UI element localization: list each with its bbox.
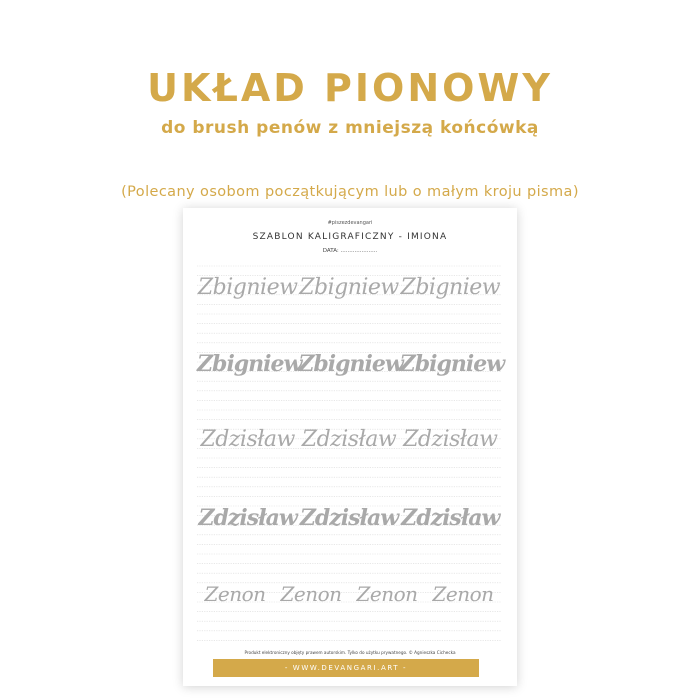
practice-word: Zdzisław [198,505,297,531]
practice-word: Zdzisław [200,427,295,452]
sheet-title: SZABLON KALIGRAFICZNY - IMIONA [252,232,448,242]
page-subtitle: do brush penów z mniejszą końcówką [161,118,539,138]
practice-word: Zenon [204,582,266,606]
practice-row [197,344,505,384]
practice-word: Zbigniew [298,351,403,377]
practice-word: Zbigniew [399,351,505,377]
practice-word: Zdzisław [401,505,500,531]
practice-word: Zbigniew [299,275,399,300]
practice-word: Zdzisław [299,505,399,531]
practice-word: Zenon [432,582,494,606]
practice-word: Zdzisław [301,427,397,452]
practice-word: Zbigniew [197,275,298,300]
sheet-date-label: DATA: ..................... [322,248,378,254]
practice-word: Zbigniew [197,351,302,377]
page-note: (Polecany osobom początkującym lub o małym kroju pisma) [121,184,579,200]
practice-row [197,420,501,460]
worksheet-preview [183,208,517,686]
practice-row [197,268,501,308]
page-title: UKŁAD PIONOWY [147,66,553,110]
sheet-footer: Produkt elektroniczny objęty prawem autorskim. Tylko do użytku prywatnego. © Agnieszka Cichecka [244,650,456,655]
practice-word: Zenon [280,582,342,606]
practice-word: Zbigniew [400,275,501,300]
practice-word: Zenon [356,582,418,606]
practice-word: Zdzisław [403,427,498,452]
practice-row [197,498,501,538]
sheet-hashtag: #piszezdevangari [327,220,373,226]
practice-row [197,574,501,614]
website-band: - WWW.DEVANGARI.ART - [213,659,479,677]
